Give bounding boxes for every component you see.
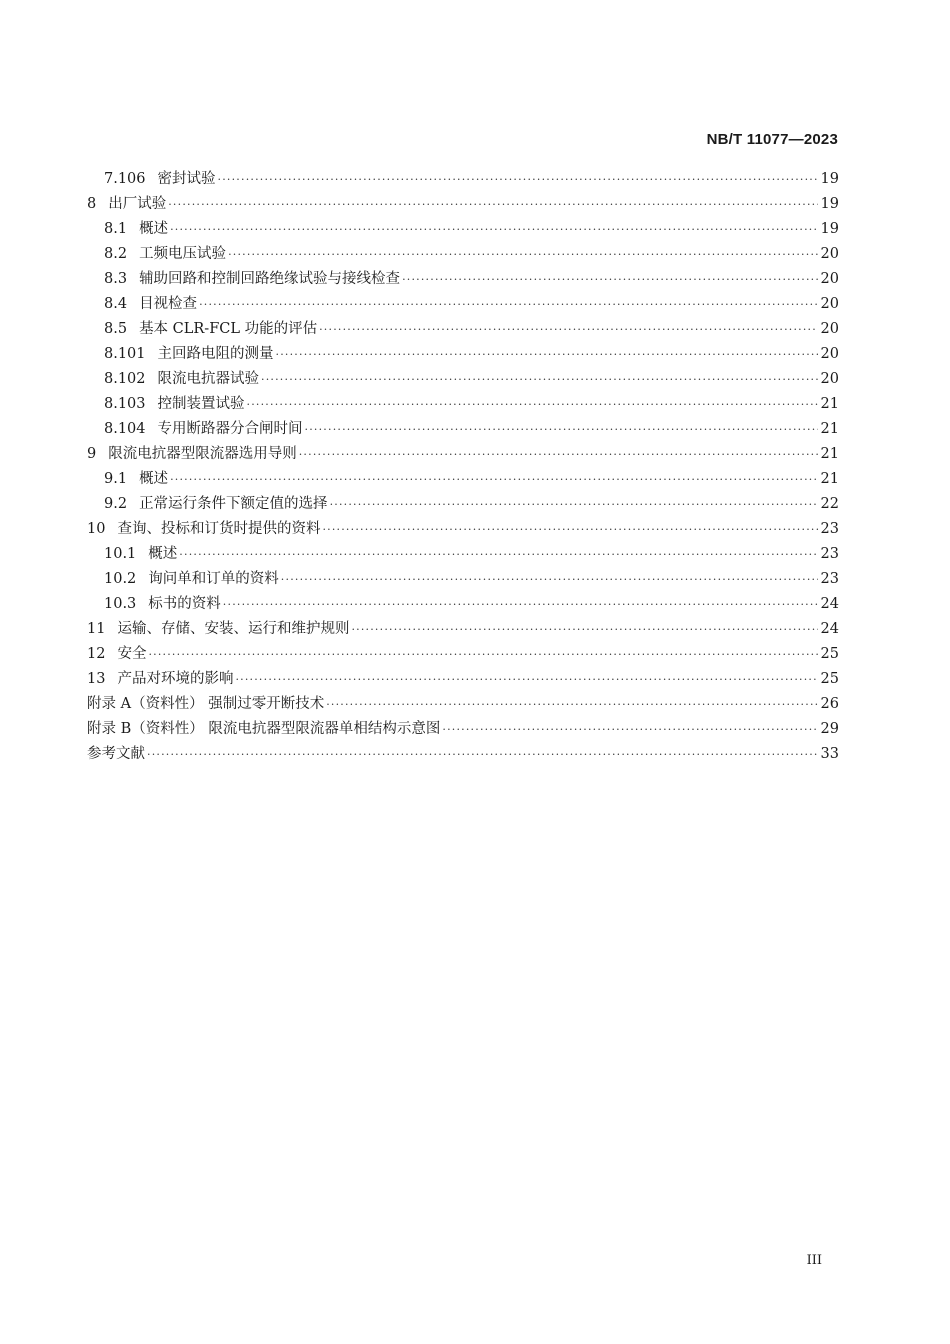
toc-leader-dots xyxy=(351,617,817,642)
toc-entry[interactable] xyxy=(87,667,839,692)
toc-leader-dots xyxy=(247,392,818,417)
toc-entry[interactable] xyxy=(87,617,839,642)
toc-entry-title: 目视检查 xyxy=(139,296,198,312)
toc-leader-dots xyxy=(235,667,817,692)
toc-entry[interactable] xyxy=(87,242,839,267)
toc-entry-title: 运输、存储、安装、运行和维护规则 xyxy=(117,621,350,637)
toc-entry-page: 20 xyxy=(820,346,839,362)
toc-entry[interactable] xyxy=(87,292,839,317)
toc-entry-page: 20 xyxy=(820,321,839,337)
toc-entry-number: 8 xyxy=(87,196,97,212)
toc-entry[interactable] xyxy=(87,692,839,717)
toc-entry-page: 26 xyxy=(820,696,839,712)
toc-leader-dots xyxy=(168,192,817,217)
toc-entry-title: 概述 xyxy=(148,546,178,562)
toc-entry[interactable] xyxy=(87,267,839,292)
toc-entry-title: 出厂试验 xyxy=(108,196,167,212)
toc-entry-title: 询问单和订单的资料 xyxy=(148,571,279,587)
toc-entry-title: 限流电抗器型限流器选用导则 xyxy=(108,446,297,462)
toc-entry-number: 10 xyxy=(87,521,106,537)
toc-entry[interactable] xyxy=(87,642,839,667)
toc-leader-dots xyxy=(261,367,818,392)
toc-entry-page: 23 xyxy=(820,571,839,587)
toc-entry-page: 24 xyxy=(820,596,839,612)
toc-entry-number: 10.2 xyxy=(104,571,137,587)
toc-leader-dots xyxy=(223,592,818,617)
toc-leader-dots xyxy=(218,167,818,192)
toc-entry[interactable] xyxy=(87,317,839,342)
toc-leader-dots xyxy=(276,342,818,367)
toc-entry-page: 25 xyxy=(820,671,839,687)
toc-entry-title: 产品对环境的影响 xyxy=(117,671,234,687)
toc-entry-title: 查询、投标和订货时提供的资料 xyxy=(117,521,321,537)
toc-entry-title: 基本 CLR-FCL 功能的评估 xyxy=(139,321,318,337)
toc-leader-dots xyxy=(199,292,817,317)
toc-entry[interactable] xyxy=(87,717,839,742)
toc-entry-title: 工频电压试验 xyxy=(139,246,227,262)
toc-entry[interactable] xyxy=(87,442,839,467)
toc-entry-page: 24 xyxy=(820,621,839,637)
toc-leader-dots xyxy=(299,442,818,467)
toc-entry-page: 21 xyxy=(820,396,839,412)
table-of-contents xyxy=(87,167,839,767)
toc-entry-number: 8.104 xyxy=(104,421,146,437)
toc-entry-title: 专用断路器分合闸时间 xyxy=(157,421,303,437)
toc-entry-number: 7.106 xyxy=(104,171,146,187)
toc-entry[interactable] xyxy=(87,517,839,542)
toc-entry-title: 控制装置试验 xyxy=(157,396,245,412)
toc-entry-number: 12 xyxy=(87,646,106,662)
toc-entry-number: 8.1 xyxy=(104,221,128,237)
toc-entry-page: 20 xyxy=(820,371,839,387)
toc-entry-page: 19 xyxy=(820,171,839,187)
toc-entry-title: 附录 A（资料性） 强制过零开断技术 xyxy=(87,696,325,712)
toc-entry[interactable] xyxy=(87,342,839,367)
toc-leader-dots xyxy=(322,517,817,542)
toc-entry-number: 10.3 xyxy=(104,596,137,612)
toc-leader-dots xyxy=(319,317,817,342)
toc-leader-dots xyxy=(228,242,817,267)
toc-leader-dots xyxy=(281,567,818,592)
toc-entry-number: 8.4 xyxy=(104,296,128,312)
toc-entry-title: 主回路电阻的测量 xyxy=(157,346,274,362)
toc-entry[interactable] xyxy=(87,492,839,517)
toc-entry-number: 8.3 xyxy=(104,271,128,287)
toc-entry[interactable] xyxy=(87,417,839,442)
toc-leader-dots xyxy=(305,417,818,442)
toc-entry-number: 8.5 xyxy=(104,321,128,337)
toc-entry[interactable] xyxy=(87,392,839,417)
toc-entry[interactable] xyxy=(87,167,839,192)
toc-entry-number: 8.103 xyxy=(104,396,146,412)
toc-entry-number: 8.102 xyxy=(104,371,146,387)
toc-leader-dots xyxy=(179,542,817,567)
toc-entry-title: 限流电抗器试验 xyxy=(157,371,260,387)
toc-entry-title: 辅助回路和控制回路绝缘试验与接线检查 xyxy=(139,271,401,287)
toc-leader-dots xyxy=(170,467,817,492)
toc-entry-number: 9.2 xyxy=(104,496,128,512)
toc-entry-title: 概述 xyxy=(139,221,169,237)
toc-entry-page: 20 xyxy=(820,246,839,262)
toc-entry[interactable] xyxy=(87,367,839,392)
toc-leader-dots xyxy=(148,642,817,667)
toc-entry-title: 密封试验 xyxy=(157,171,216,187)
toc-entry-title: 正常运行条件下额定值的选择 xyxy=(139,496,328,512)
toc-entry-page: 20 xyxy=(820,271,839,287)
toc-entry-page: 19 xyxy=(820,196,839,212)
toc-entry-page: 22 xyxy=(820,496,839,512)
toc-entry-page: 23 xyxy=(820,546,839,562)
toc-entry-title: 附录 B（资料性） 限流电抗器型限流器单相结构示意图 xyxy=(87,721,441,737)
toc-entry-number: 9.1 xyxy=(104,471,128,487)
page-number: III xyxy=(806,1253,822,1268)
toc-entry-number: 9 xyxy=(87,446,97,462)
toc-entry-number: 10.1 xyxy=(104,546,137,562)
document-id: NB/T 11077—2023 xyxy=(706,131,838,148)
toc-entry-title: 参考文献 xyxy=(87,746,145,762)
toc-entry-page: 21 xyxy=(820,471,839,487)
toc-entry-number: 13 xyxy=(87,671,106,687)
toc-entry-page: 21 xyxy=(820,421,839,437)
toc-entry[interactable] xyxy=(87,542,839,567)
toc-entry-page: 25 xyxy=(820,646,839,662)
toc-entry-title: 概述 xyxy=(139,471,169,487)
toc-entry[interactable] xyxy=(87,192,839,217)
toc-entry-number: 8.2 xyxy=(104,246,128,262)
toc-entry-page: 29 xyxy=(820,721,839,737)
toc-leader-dots xyxy=(170,217,817,242)
toc-entry-title: 标书的资料 xyxy=(148,596,221,612)
toc-leader-dots xyxy=(147,742,818,767)
toc-entry-title: 安全 xyxy=(117,646,147,662)
toc-leader-dots xyxy=(402,267,817,292)
toc-leader-dots xyxy=(326,692,817,717)
toc-entry-page: 23 xyxy=(820,521,839,537)
toc-entry-number: 8.101 xyxy=(104,346,146,362)
toc-entry-page: 20 xyxy=(820,296,839,312)
toc-entry[interactable] xyxy=(87,742,839,767)
toc-entry-page: 21 xyxy=(820,446,839,462)
toc-entry[interactable] xyxy=(87,467,839,492)
toc-entry[interactable] xyxy=(87,217,839,242)
toc-entry-number: 11 xyxy=(87,621,106,637)
toc-entry[interactable] xyxy=(87,567,839,592)
toc-leader-dots xyxy=(442,717,817,742)
toc-leader-dots xyxy=(330,492,818,517)
toc-entry-page: 19 xyxy=(820,221,839,237)
toc-entry[interactable] xyxy=(87,592,839,617)
toc-entry-page: 33 xyxy=(820,746,839,762)
